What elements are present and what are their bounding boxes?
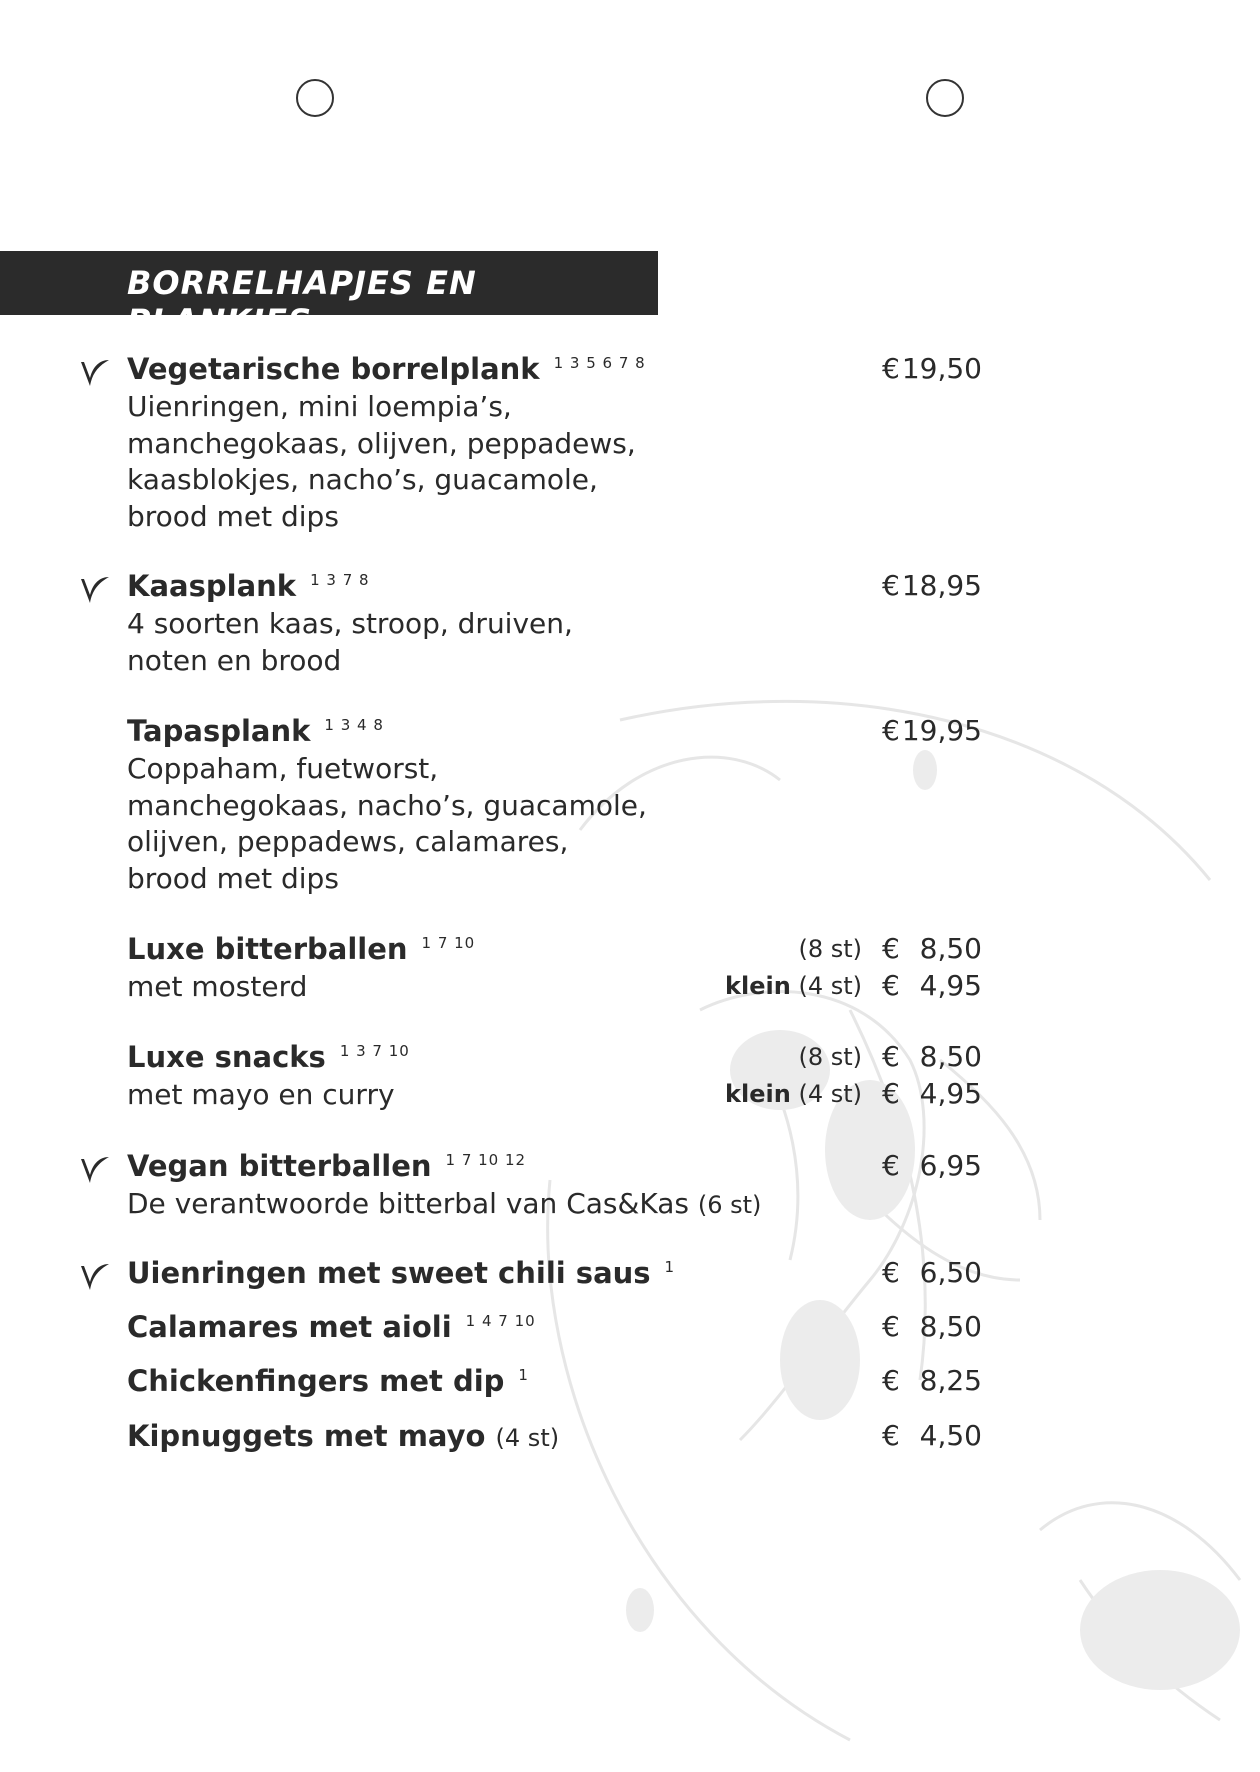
item-price-small: 4,95 [919,969,982,1002]
item-name: Vegetarische borrelplank $^{1 3 5 6 7 8}$ [127,352,646,386]
item-description: Coppaham, fuetworst, manchegokaas, nacho’s, guacamole, olijven, peppadews, calamares, brood met dips [127,752,647,895]
item-name: Vegan bitterballen $^{1 7 10 12}$ [127,1149,527,1183]
item-name: Luxe bitterballen $^{1 7 10}$ [127,932,476,966]
item-description: De verantwoorde bitterbal van Cas&Kas (6 st) [127,1187,762,1220]
item-price: 6,95 [919,1149,982,1182]
item-description: 4 soorten kaas, stroop, druiven, noten en brood [127,607,573,677]
portion-size-small: klein (4 st) [725,1080,862,1108]
item-price: 18,95 [901,569,982,602]
allergen-codes: 1 3 5 6 7 8 [553,354,646,373]
currency-symbol: € [882,714,900,747]
allergen-codes: 1 3 7 8 [310,571,370,590]
item-name: Luxe snacks $^{1 3 7 10}$ [127,1040,410,1074]
allergen-codes: 1 4 7 10 [465,1312,536,1331]
currency-symbol: € [882,969,900,1002]
currency-symbol: € [882,932,900,965]
allergen-codes: 1 3 7 10 [339,1042,410,1061]
portion-size-small: klein (4 st) [725,972,862,1000]
currency-symbol: € [882,1364,900,1397]
item-name: Tapasplank $^{1 3 4 8}$ [127,714,384,748]
currency-symbol: € [882,1149,900,1182]
vegetarian-leaf-icon [78,1153,112,1187]
allergen-codes: 1 3 4 8 [324,716,384,735]
vegetarian-leaf-icon [78,1260,112,1294]
item-name: Kaasplank $^{1 3 7 8}$ [127,569,370,603]
item-description: Uienringen, mini loempia’s, manchegokaas, olijven, peppadews, kaasblokjes, nacho’s, guacamole, brood met dips [127,390,636,533]
item-name: Uienringen met sweet chili saus $^1$ [127,1256,676,1290]
allergen-codes: 1 [664,1258,676,1277]
item-price: 4,50 [919,1419,982,1452]
currency-symbol: € [882,1419,900,1452]
item-price: 8,50 [919,1040,982,1073]
item-name: Chickenfingers met dip $^1$ [127,1364,529,1398]
item-description: met mosterd [127,970,308,1003]
allergen-codes: 1 7 10 12 [445,1151,527,1170]
allergen-codes: 1 [518,1366,529,1385]
item-price: 8,25 [919,1364,982,1397]
currency-symbol: € [882,1310,900,1343]
item-price: 8,50 [919,932,982,965]
allergen-codes: 1 7 10 [421,934,476,953]
item-price-small: 4,95 [919,1077,982,1110]
currency-symbol: € [882,569,900,602]
currency-symbol: € [882,1256,900,1289]
item-name: Calamares met aioli $^{1 4 7 10}$ [127,1310,536,1344]
item-name: Kipnuggets met mayo (4 st) [127,1419,560,1453]
currency-symbol: € [882,1040,900,1073]
portion-size: (8 st) [798,1043,862,1071]
portion-size: (8 st) [798,935,862,963]
vegetarian-leaf-icon [78,356,112,390]
item-price: 8,50 [919,1310,982,1343]
currency-symbol: € [882,352,900,385]
section-title: BORRELHAPJES EN PLANKJES [127,264,477,340]
item-price: 6,50 [919,1256,982,1289]
item-description: met mayo en curry [127,1078,395,1111]
currency-symbol: € [882,1077,900,1110]
item-quantity: (4 st) [495,1424,560,1452]
item-price: 19,50 [901,352,982,385]
item-price: 19,95 [901,714,982,747]
vegetarian-leaf-icon [78,573,112,607]
punch-hole-right [926,79,964,117]
section-header [0,251,658,340]
punch-hole-left [296,79,334,117]
